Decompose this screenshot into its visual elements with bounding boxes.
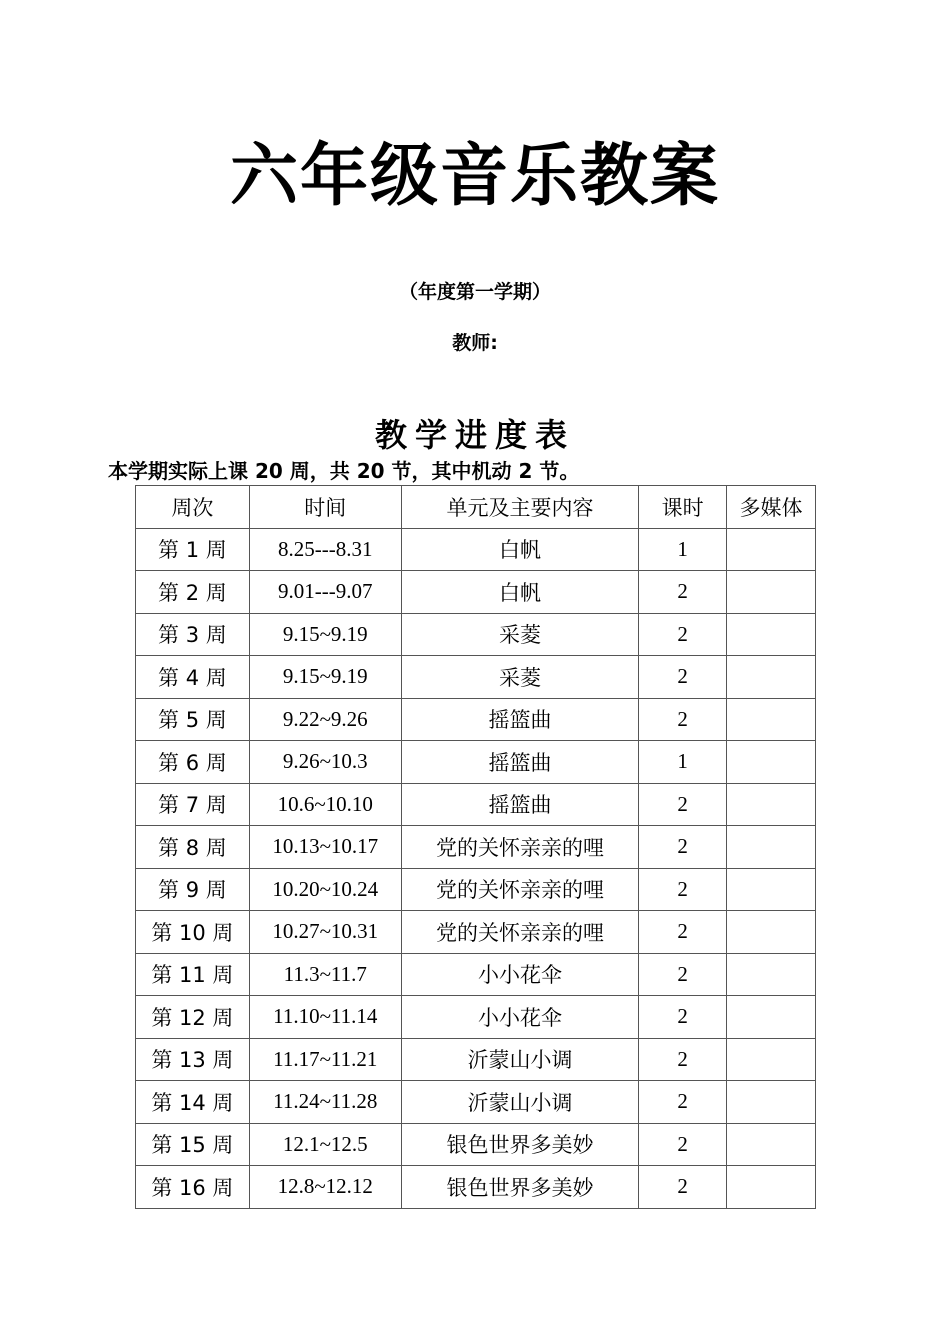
cell-hours: 2 bbox=[639, 613, 727, 656]
cell-multimedia bbox=[727, 911, 816, 954]
table-row bbox=[136, 571, 816, 614]
schedule-title: 教学进度表 bbox=[374, 416, 575, 454]
cell-content: 党的关怀亲亲的哩 bbox=[401, 868, 639, 911]
table-row bbox=[136, 826, 816, 869]
header-content: 单元及主要内容 bbox=[401, 486, 639, 529]
cell-multimedia bbox=[727, 698, 816, 741]
cell-multimedia bbox=[727, 1123, 816, 1166]
cell-multimedia bbox=[727, 741, 816, 784]
cell-multimedia bbox=[727, 868, 816, 911]
cell-multimedia bbox=[727, 996, 816, 1039]
cell-content: 党的关怀亲亲的哩 bbox=[401, 911, 639, 954]
cell-time: 9.15~9.19 bbox=[249, 656, 401, 699]
table-row bbox=[136, 698, 816, 741]
cell-multimedia bbox=[727, 783, 816, 826]
schedule-table bbox=[135, 485, 816, 1209]
cell-hours: 2 bbox=[639, 826, 727, 869]
table-row bbox=[136, 1081, 816, 1124]
header-time: 时间 bbox=[249, 486, 401, 529]
cell-week: 第 6 周 bbox=[136, 741, 250, 784]
cell-content: 小小花伞 bbox=[401, 996, 639, 1039]
cell-multimedia bbox=[727, 1166, 816, 1209]
cell-content: 采菱 bbox=[401, 656, 639, 699]
semester-subtitle: （年度第一学期） bbox=[398, 281, 551, 303]
cell-time: 9.01---9.07 bbox=[249, 571, 401, 614]
cell-content: 党的关怀亲亲的哩 bbox=[401, 826, 639, 869]
cell-hours: 2 bbox=[639, 1166, 727, 1209]
cell-hours: 1 bbox=[639, 741, 727, 784]
cell-multimedia bbox=[727, 826, 816, 869]
header-multimedia: 多媒体 bbox=[727, 486, 816, 529]
cell-hours: 2 bbox=[639, 783, 727, 826]
teacher-label: 教师: bbox=[452, 332, 498, 354]
cell-multimedia bbox=[727, 528, 816, 571]
cell-hours: 2 bbox=[639, 698, 727, 741]
cell-time: 10.13~10.17 bbox=[249, 826, 401, 869]
table-row bbox=[136, 996, 816, 1039]
table-row bbox=[136, 528, 816, 571]
table-row bbox=[136, 613, 816, 656]
cell-week: 第 1 周 bbox=[136, 528, 250, 571]
cell-content: 白帆 bbox=[401, 528, 639, 571]
cell-content: 摇篮曲 bbox=[401, 783, 639, 826]
table-row bbox=[136, 656, 816, 699]
table-row bbox=[136, 1123, 816, 1166]
cell-content: 银色世界多美妙 bbox=[401, 1166, 639, 1209]
cell-content: 白帆 bbox=[401, 571, 639, 614]
cell-week: 第 11 周 bbox=[136, 953, 250, 996]
table-row bbox=[136, 868, 816, 911]
cell-week: 第 3 周 bbox=[136, 613, 250, 656]
cell-time: 11.24~11.28 bbox=[249, 1081, 401, 1124]
cell-content: 摇篮曲 bbox=[401, 741, 639, 784]
cell-time: 10.6~10.10 bbox=[249, 783, 401, 826]
cell-week: 第 4 周 bbox=[136, 656, 250, 699]
header-hours: 课时 bbox=[639, 486, 727, 529]
cell-week: 第 10 周 bbox=[136, 911, 250, 954]
cell-time: 11.10~11.14 bbox=[249, 996, 401, 1039]
table-row bbox=[136, 953, 816, 996]
cell-time: 9.26~10.3 bbox=[249, 741, 401, 784]
cell-time: 8.25---8.31 bbox=[249, 528, 401, 571]
cell-time: 11.3~11.7 bbox=[249, 953, 401, 996]
cell-hours: 2 bbox=[639, 1123, 727, 1166]
cell-hours: 2 bbox=[639, 571, 727, 614]
table-row bbox=[136, 783, 816, 826]
cell-content: 采菱 bbox=[401, 613, 639, 656]
cell-week: 第 14 周 bbox=[136, 1081, 250, 1124]
cell-multimedia bbox=[727, 1081, 816, 1124]
cell-week: 第 7 周 bbox=[136, 783, 250, 826]
cell-time: 12.1~12.5 bbox=[249, 1123, 401, 1166]
cell-week: 第 9 周 bbox=[136, 868, 250, 911]
cell-content: 银色世界多美妙 bbox=[401, 1123, 639, 1166]
document-title: 六年级音乐教案 bbox=[229, 137, 720, 216]
cell-hours: 2 bbox=[639, 868, 727, 911]
cell-time: 10.27~10.31 bbox=[249, 911, 401, 954]
cell-time: 12.8~12.12 bbox=[249, 1166, 401, 1209]
cell-time: 10.20~10.24 bbox=[249, 868, 401, 911]
cell-multimedia bbox=[727, 613, 816, 656]
table-row bbox=[136, 741, 816, 784]
cell-week: 第 15 周 bbox=[136, 1123, 250, 1166]
cell-hours: 1 bbox=[639, 528, 727, 571]
cell-multimedia bbox=[727, 571, 816, 614]
cell-content: 小小花伞 bbox=[401, 953, 639, 996]
cell-hours: 2 bbox=[639, 1081, 727, 1124]
cell-time: 9.22~9.26 bbox=[249, 698, 401, 741]
table-header-row bbox=[136, 486, 816, 529]
cell-time: 11.17~11.21 bbox=[249, 1038, 401, 1081]
table-row bbox=[136, 1038, 816, 1081]
cell-content: 沂蒙山小调 bbox=[401, 1081, 639, 1124]
cell-multimedia bbox=[727, 953, 816, 996]
cell-hours: 2 bbox=[639, 656, 727, 699]
cell-week: 第 8 周 bbox=[136, 826, 250, 869]
cell-week: 第 13 周 bbox=[136, 1038, 250, 1081]
cell-hours: 2 bbox=[639, 953, 727, 996]
cell-multimedia bbox=[727, 1038, 816, 1081]
cell-hours: 2 bbox=[639, 1038, 727, 1081]
cell-content: 摇篮曲 bbox=[401, 698, 639, 741]
schedule-note: 本学期实际上课 20 周，共 20 节，其中机动 2 节。 bbox=[108, 459, 580, 483]
cell-multimedia bbox=[727, 656, 816, 699]
table-row bbox=[136, 1166, 816, 1209]
table-row bbox=[136, 911, 816, 954]
cell-content: 沂蒙山小调 bbox=[401, 1038, 639, 1081]
cell-week: 第 5 周 bbox=[136, 698, 250, 741]
cell-hours: 2 bbox=[639, 911, 727, 954]
cell-week: 第 12 周 bbox=[136, 996, 250, 1039]
header-week: 周次 bbox=[136, 486, 250, 529]
cell-week: 第 16 周 bbox=[136, 1166, 250, 1209]
cell-hours: 2 bbox=[639, 996, 727, 1039]
cell-week: 第 2 周 bbox=[136, 571, 250, 614]
cell-time: 9.15~9.19 bbox=[249, 613, 401, 656]
